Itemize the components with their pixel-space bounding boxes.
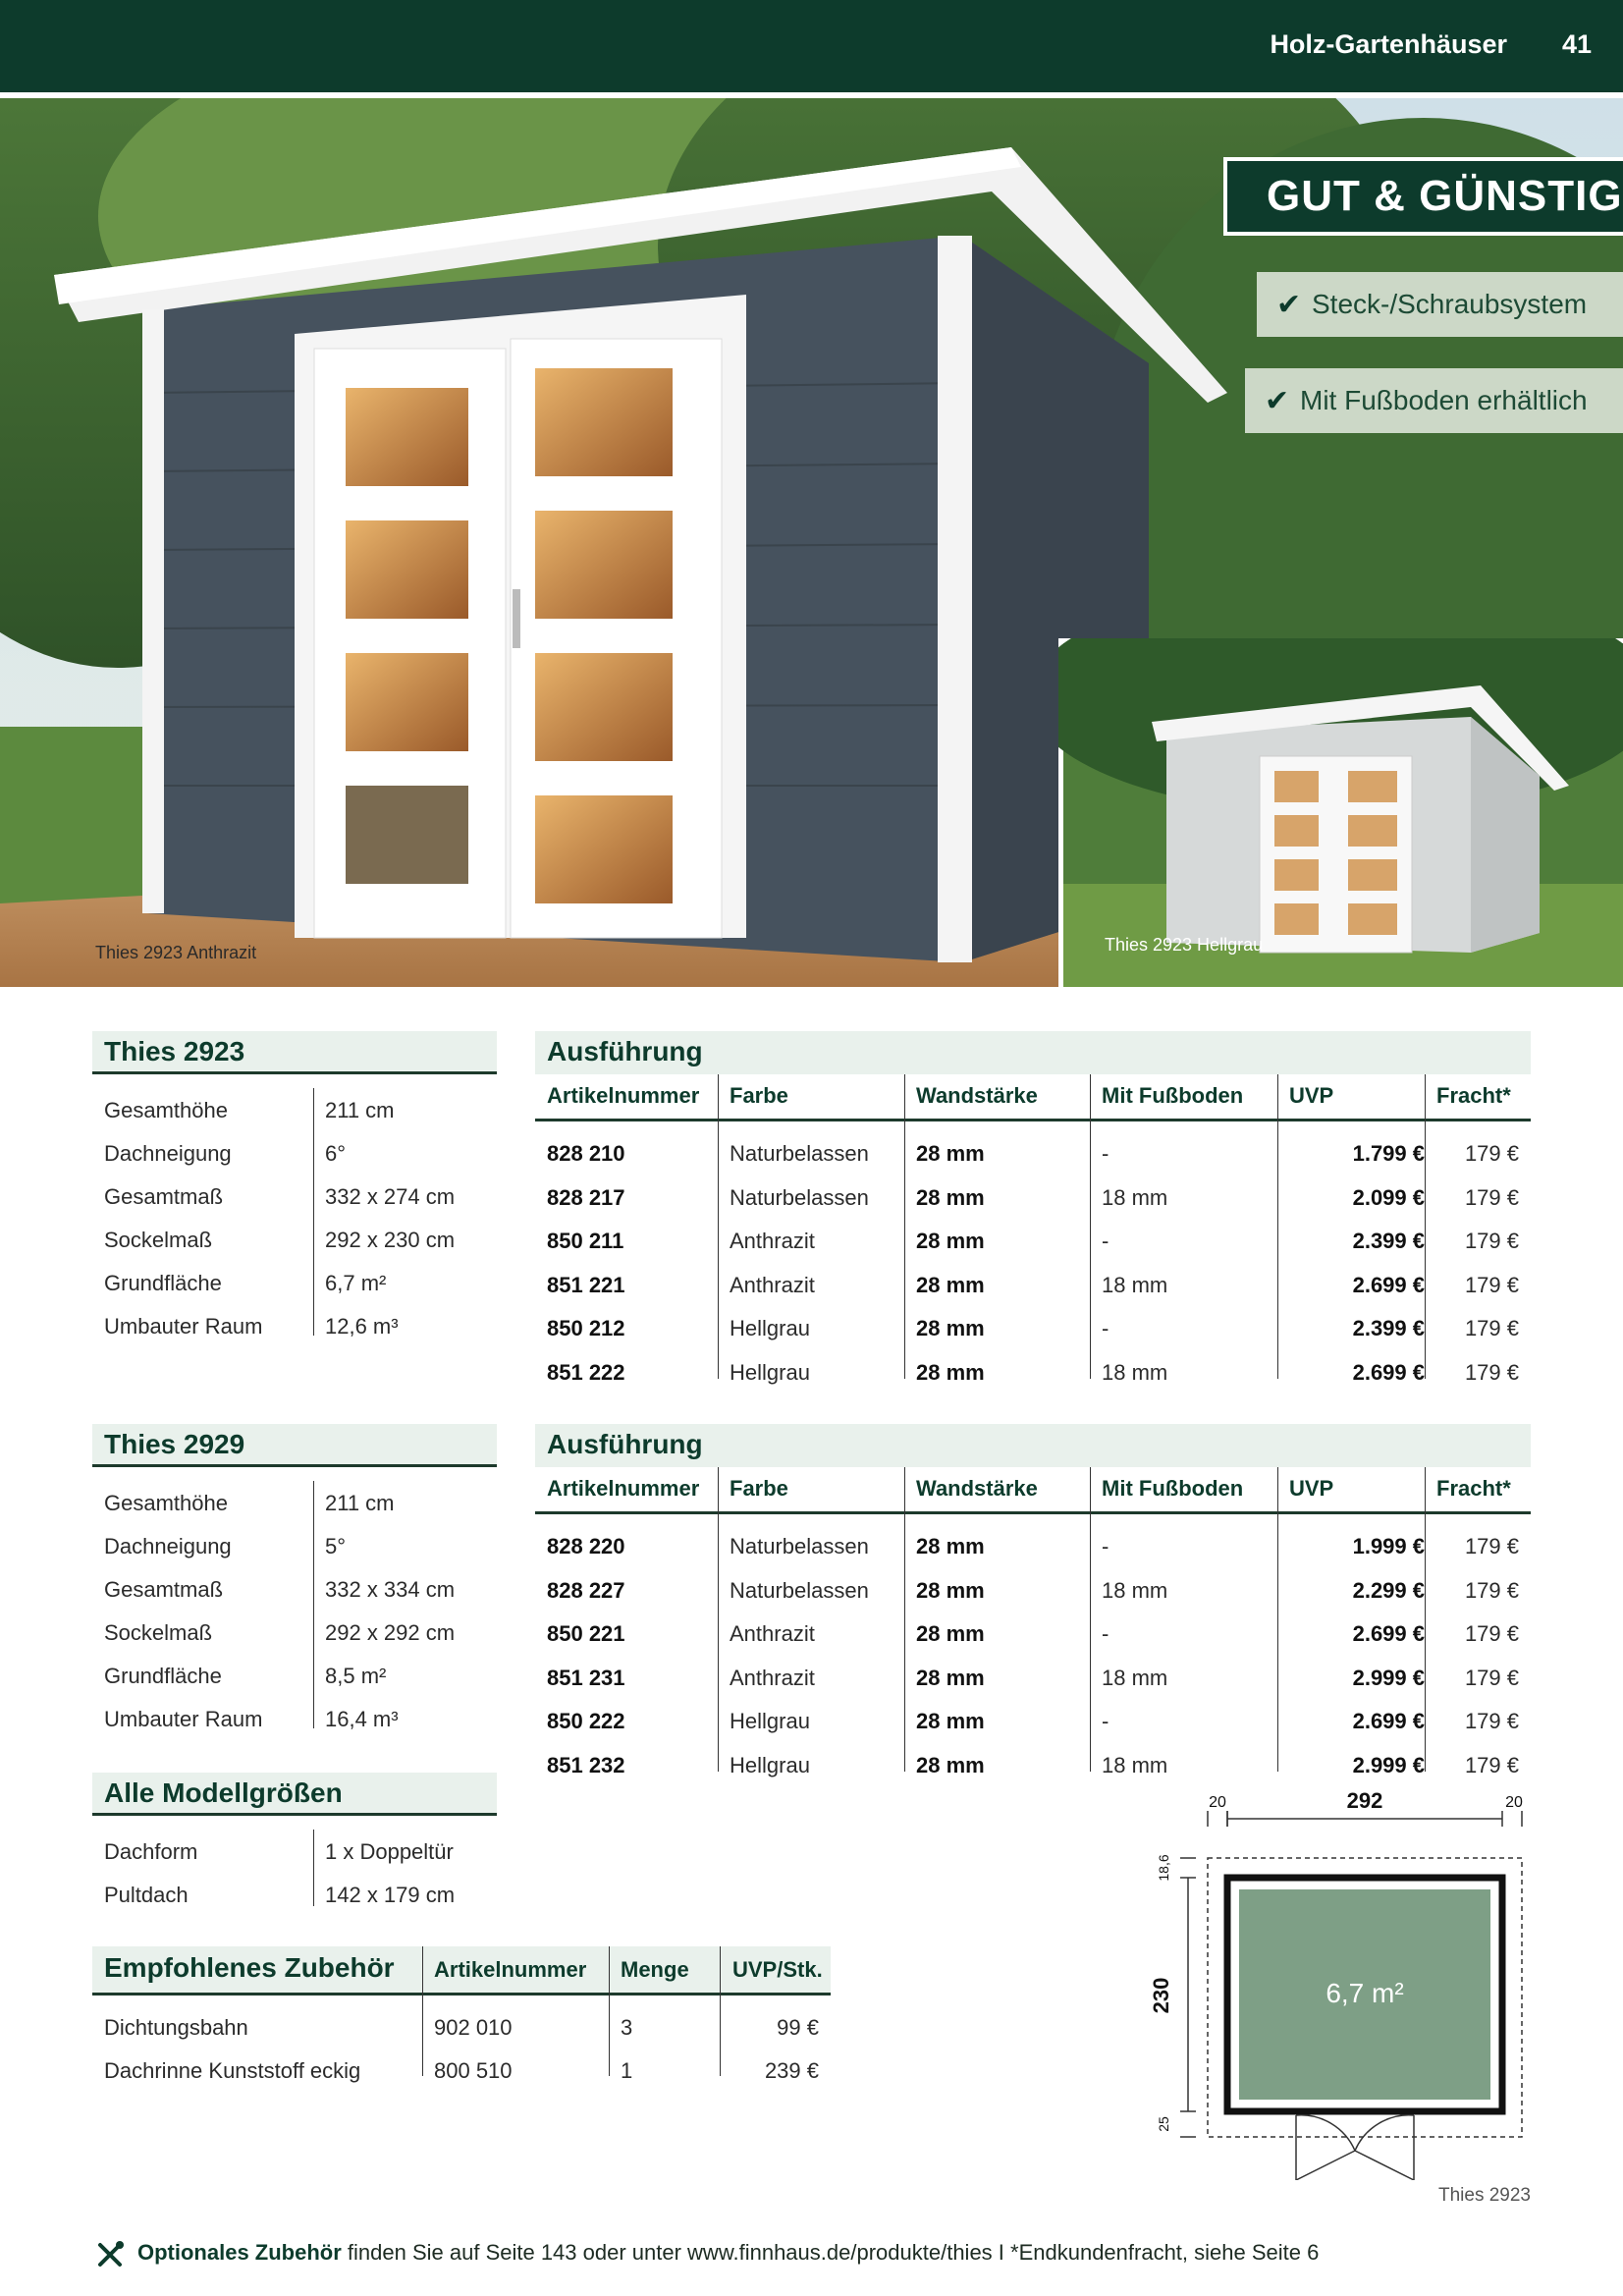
table-cell: 28 mm — [916, 1621, 985, 1646]
spec-row: Umbauter Raum 12,6 m³ — [104, 1314, 399, 1339]
accessory-row: Dachrinne Kunststoff eckig 800 510 1 239 € — [104, 2058, 819, 2083]
table-row — [535, 1175, 1531, 1219]
table-cell: 1.799 € — [1352, 1141, 1425, 1166]
plan-bottom-overhang: 25 — [1156, 2116, 1171, 2132]
col-wandstaerke: Wandstärke — [916, 1476, 1038, 1501]
spec-row: Umbauter Raum 16,4 m³ — [104, 1707, 399, 1731]
accessory-row: Dichtungsbahn 902 010 3 99 € — [104, 2015, 819, 2040]
table-cell: 2.399 € — [1352, 1316, 1425, 1340]
thies2929-title: Thies 2929 — [92, 1424, 497, 1467]
table-cell: 828 227 — [547, 1577, 625, 1603]
table-cell: 28 mm — [916, 1316, 985, 1340]
check-icon: ✔ — [1276, 288, 1302, 321]
table-cell: 2.699 € — [1352, 1709, 1425, 1733]
caption-main: Thies 2923 Anthrazit — [95, 943, 257, 962]
table-cell: 2.399 € — [1352, 1229, 1425, 1253]
table-cell: Hellgrau — [730, 1359, 810, 1385]
allsizes-specs — [92, 1830, 497, 1918]
plan-width: 292 — [1346, 1788, 1383, 1813]
table-cell: 2.699 € — [1352, 1359, 1425, 1385]
table-cell: 179 € — [1464, 1359, 1519, 1385]
table-cell: 828 220 — [547, 1534, 625, 1558]
table-cell: - — [1102, 1316, 1109, 1340]
spec-row: Gesamtmaß 332 x 274 cm — [104, 1184, 456, 1209]
table-cell: Hellgrau — [730, 1709, 810, 1733]
table-cell: 18 mm — [1102, 1184, 1168, 1210]
col-fracht: Fracht* — [1436, 1083, 1511, 1108]
table-cell: 18 mm — [1102, 1272, 1168, 1297]
floor-plan — [1129, 1787, 1542, 2180]
spec-row: Gesamtmaß 332 x 334 cm — [104, 1577, 456, 1602]
col-artikelnummer: Artikelnummer — [547, 1083, 700, 1108]
tools-icon — [96, 2241, 126, 2269]
thies2923-specs — [92, 1088, 497, 1343]
table-cell: 179 € — [1464, 1665, 1519, 1690]
plan-caption: Thies 2923 — [1437, 2185, 1531, 2206]
table-cell: 850 222 — [547, 1709, 625, 1733]
plan-top-overhang: 18,6 — [1156, 1854, 1171, 1882]
table-cell: 851 232 — [547, 1752, 625, 1777]
table-row — [535, 1612, 1531, 1655]
table-cell: 179 € — [1464, 1316, 1519, 1340]
table-cell: 28 mm — [916, 1534, 985, 1558]
table-cell: 28 mm — [916, 1184, 985, 1210]
table-cell: 28 mm — [916, 1359, 985, 1385]
acc-col-artikel: Artikelnummer — [434, 1957, 587, 1982]
table-row — [535, 1524, 1531, 1567]
table-cell: 28 mm — [916, 1665, 985, 1690]
table-cell: 28 mm — [916, 1752, 985, 1777]
table-cell: - — [1102, 1621, 1109, 1646]
table-cell: Anthrazit — [730, 1621, 815, 1646]
table-row — [535, 1263, 1531, 1306]
table-row — [535, 1306, 1531, 1349]
col-farbe: Farbe — [730, 1083, 788, 1108]
table-cell: 179 € — [1464, 1184, 1519, 1210]
table-cell: 28 mm — [916, 1229, 985, 1253]
feature-1 — [1257, 272, 1623, 337]
feature-2 — [1245, 368, 1623, 433]
section-title: Holz-Gartenhäuser — [1270, 29, 1507, 59]
table-cell: - — [1102, 1141, 1109, 1166]
table-cell: 2.699 € — [1352, 1272, 1425, 1297]
table-cell: Naturbelassen — [730, 1141, 869, 1166]
feature-1-label: Steck-/Schraubsystem — [1312, 289, 1588, 319]
table-cell: 851 231 — [547, 1665, 625, 1690]
table-cell: 1.999 € — [1352, 1534, 1425, 1558]
table-cell: 28 mm — [916, 1709, 985, 1733]
col-fussboden: Mit Fußboden — [1102, 1083, 1244, 1108]
table-cell: 851 221 — [547, 1272, 625, 1297]
table-cell: Naturbelassen — [730, 1577, 869, 1603]
table-cell: 18 mm — [1102, 1665, 1168, 1690]
allsizes-title: Alle Modellgrößen — [92, 1773, 497, 1816]
footer-text: finden Sie auf Seite 143 oder unter www.finnhaus.de/produkte/thies I *Endkundenfracht, siehe Seite 6 — [341, 2240, 1320, 2265]
col-farbe: Farbe — [730, 1476, 788, 1501]
col-fussboden: Mit Fußboden — [1102, 1476, 1244, 1501]
plan-depth: 230 — [1149, 1977, 1173, 2014]
ausfuehrung-1-header — [535, 1074, 1531, 1121]
acc-col-menge: Menge — [621, 1957, 689, 1982]
table-cell: 179 € — [1464, 1141, 1519, 1166]
table-cell: 179 € — [1464, 1272, 1519, 1297]
table-cell: 179 € — [1464, 1534, 1519, 1558]
table-cell: 28 mm — [916, 1577, 985, 1603]
table-cell: - — [1102, 1534, 1109, 1558]
table-cell: 28 mm — [916, 1141, 985, 1166]
acc-col-title: Empfohlenes Zubehör — [104, 1952, 395, 1983]
col-artikelnummer: Artikelnummer — [547, 1476, 700, 1501]
table-cell: 18 mm — [1102, 1359, 1168, 1385]
table-row — [535, 1656, 1531, 1699]
table-cell: 18 mm — [1102, 1577, 1168, 1603]
spec-row: Gesamthöhe 211 cm — [104, 1098, 395, 1122]
plan-left-overhang: 20 — [1209, 1794, 1226, 1811]
spec-row: Gesamthöhe 211 cm — [104, 1491, 395, 1515]
table-row — [535, 1219, 1531, 1262]
table-cell: 179 € — [1464, 1621, 1519, 1646]
spec-row: Dachneigung 6° — [104, 1141, 347, 1166]
table-cell: - — [1102, 1709, 1109, 1733]
spec-row: Grundfläche 8,5 m² — [104, 1664, 387, 1688]
col-uvp: UVP — [1289, 1476, 1334, 1501]
table-row — [535, 1743, 1531, 1786]
spec-row: Sockelmaß 292 x 292 cm — [104, 1620, 456, 1645]
table-cell: 2.699 € — [1352, 1621, 1425, 1646]
table-row — [535, 1350, 1531, 1394]
table-cell: 2.099 € — [1352, 1184, 1425, 1210]
spec-row: Pultdach 142 x 179 cm — [104, 1883, 456, 1907]
caption-inset: Thies 2923 Hellgrau — [1105, 935, 1264, 955]
table-cell: 18 mm — [1102, 1752, 1168, 1777]
table-cell: 850 212 — [547, 1316, 625, 1340]
table-cell: Anthrazit — [730, 1272, 815, 1297]
table-cell: 179 € — [1464, 1709, 1519, 1733]
table-row — [535, 1131, 1531, 1175]
col-fracht: Fracht* — [1436, 1476, 1511, 1501]
spec-row: Dachform 1 x Doppeltür — [104, 1839, 454, 1864]
table-cell: - — [1102, 1229, 1109, 1253]
ausfuehrung-2-title: Ausführung — [535, 1424, 1531, 1467]
footer-note — [137, 2240, 1319, 2266]
ausfuehrung-2-header — [535, 1467, 1531, 1514]
thies2923-title: Thies 2923 — [92, 1031, 497, 1074]
table-cell: 2.299 € — [1352, 1577, 1425, 1603]
thies2929-specs — [92, 1481, 497, 1736]
spec-row: Sockelmaß 292 x 230 cm — [104, 1228, 456, 1252]
table-cell: Anthrazit — [730, 1665, 815, 1690]
footer-bold: Optionales Zubehör — [137, 2240, 342, 2265]
feature-2-label: Mit Fußboden erhältlich — [1300, 385, 1588, 415]
col-wandstaerke: Wandstärke — [916, 1083, 1038, 1108]
table-cell: 179 € — [1464, 1752, 1519, 1777]
plan-area: 6,7 m² — [1325, 1978, 1404, 2008]
gut-guenstig-badge: GUT & GÜNSTIG — [1223, 157, 1623, 236]
table-cell: 28 mm — [916, 1272, 985, 1297]
table-cell: 851 222 — [547, 1359, 625, 1385]
plan-right-overhang: 20 — [1505, 1794, 1523, 1811]
table-cell: 850 221 — [547, 1621, 625, 1646]
table-cell: Hellgrau — [730, 1752, 810, 1777]
check-icon: ✔ — [1265, 384, 1290, 417]
ausfuehrung-1-title: Ausführung — [535, 1031, 1531, 1074]
table-row — [535, 1699, 1531, 1742]
acc-col-uvp: UVP/Stk. — [732, 1957, 823, 1982]
spec-row: Grundfläche 6,7 m² — [104, 1271, 387, 1295]
table-cell: 828 217 — [547, 1184, 625, 1210]
table-cell: Anthrazit — [730, 1229, 815, 1253]
col-uvp: UVP — [1289, 1083, 1334, 1108]
page-number: 41 — [1561, 29, 1592, 59]
table-cell: 850 211 — [547, 1229, 624, 1253]
spec-row: Dachneigung 5° — [104, 1534, 347, 1558]
table-cell: 179 € — [1464, 1229, 1519, 1253]
table-cell: 828 210 — [547, 1141, 625, 1166]
table-cell: Hellgrau — [730, 1316, 810, 1340]
table-cell: 2.999 € — [1352, 1752, 1425, 1777]
header-bar — [0, 0, 1623, 92]
table-cell: 2.999 € — [1352, 1665, 1425, 1690]
table-cell: Naturbelassen — [730, 1184, 869, 1210]
table-cell: 179 € — [1464, 1577, 1519, 1603]
table-row — [535, 1568, 1531, 1612]
table-cell: Naturbelassen — [730, 1534, 869, 1558]
